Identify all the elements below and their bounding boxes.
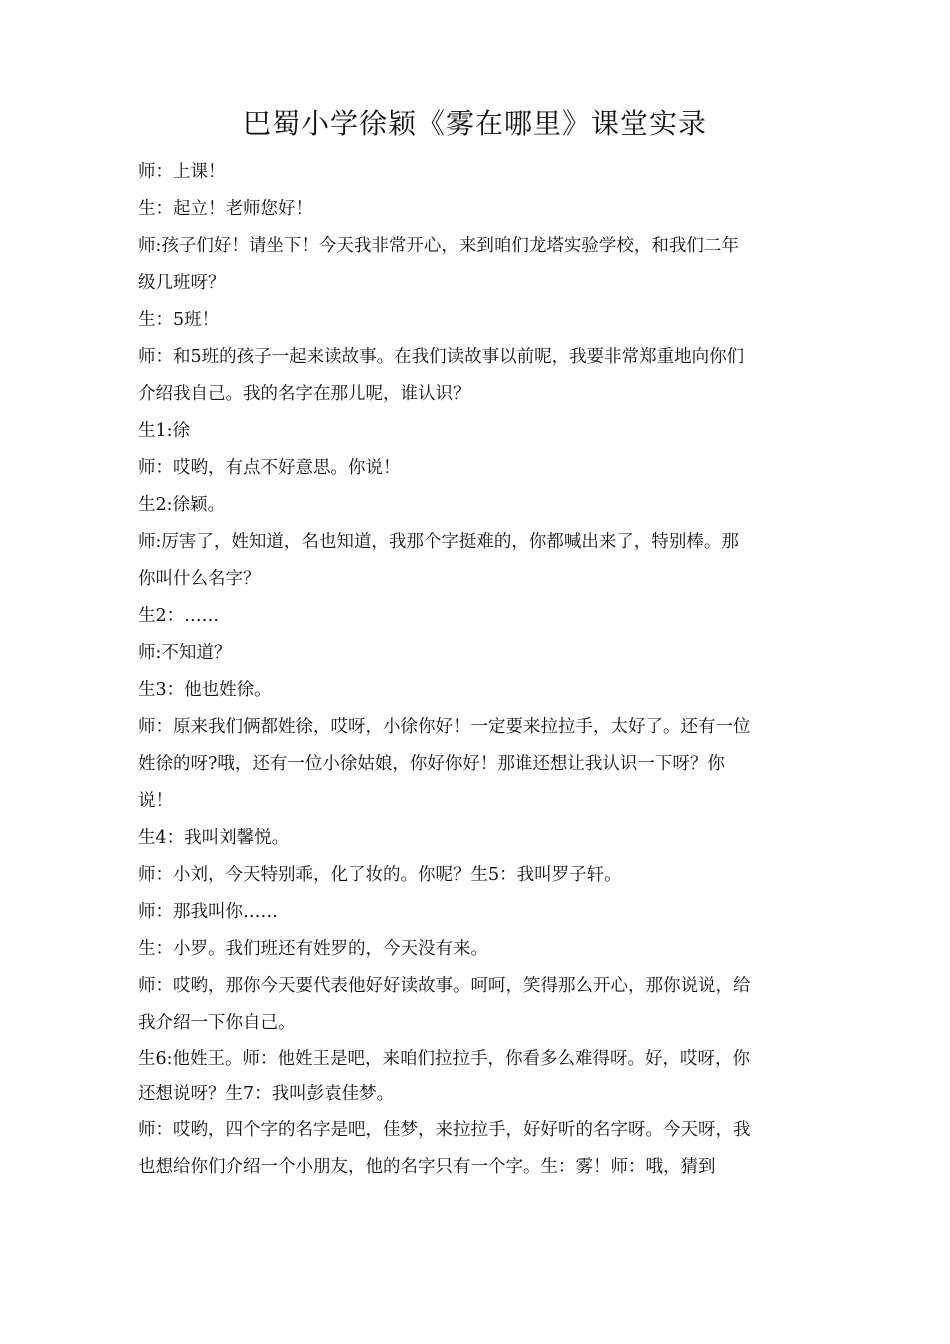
transcript-line: 师：哎哟，四个字的名字是吧，佳梦，来拉拉手，好好听的名字呀。今天呀，我 也想给你们介绍一个小朋友，他的名字只有一个字。生：雾！师：哦，猜到 <box>138 1120 751 1177</box>
transcript-line: 师:不知道？ <box>138 643 232 663</box>
transcript-body <box>138 154 814 1186</box>
transcript-line: 生：起立！老师您好！ <box>138 199 313 219</box>
transcript-line: 师:孩子们好！请坐下！今天我非常开心，来到咱们龙塔实验学校，和我们二年 级几班呀？ <box>138 236 739 293</box>
transcript-line: 师：那我叫你…… <box>138 902 278 922</box>
transcript-line: 师：小刘，今天特别乖，化了妆的。你呢？生5：我叫罗子轩。 <box>138 865 622 885</box>
transcript-line: 师：和5班的孩子一起来读故事。在我们读故事以前呢，我要非常郑重地向你们 介绍我自己。我的名字在那儿呢，谁认识？ <box>138 347 745 404</box>
transcript-line: 生：小罗。我们班还有姓罗的，今天没有来。 <box>138 939 488 959</box>
document-title: 巴蜀小学徐颖《雾在哪里》课堂实录 <box>242 107 707 140</box>
transcript-line: 师：原来我们俩都姓徐，哎呀，小徐你好！一定要来拉拉手，太好了。还有一位 姓徐的呀?哦，还有一位小徐姑娘，你好你好！那谁还想让我认识一下呀？你 说！ <box>138 717 751 811</box>
transcript-line: 师:厉害了，姓知道，名也知道，我那个字挺难的，你都喊出来了，特别棒。那 你叫什么名字？ <box>138 532 739 589</box>
transcript-line: 生4：我叫刘馨悦。 <box>138 828 290 848</box>
transcript-line: 生1:徐 <box>138 421 191 441</box>
transcript-line: 师：哎哟，有点不好意思。你说！ <box>138 458 401 478</box>
transcript-line: 生2:徐颖。 <box>138 495 226 515</box>
transcript-line: 生2：…… <box>138 606 220 626</box>
transcript-line: 生3：他也姓徐。 <box>138 680 272 700</box>
transcript-line: 师：哎哟，那你今天要代表他好好读故事。呵呵，笑得那么开心，那你说说，给 我介绍一下你自己。 <box>138 976 751 1033</box>
transcript-line: 生：5班！ <box>138 310 220 330</box>
transcript-line: 师：上课！ <box>138 162 226 182</box>
transcript-line: 生6:他姓王。师：他姓王是吧，来咱们拉拉手，你看多么难得呀。好，哎呀，你 还想说呀？生7：我叫彭袁佳梦。 <box>138 1049 751 1104</box>
